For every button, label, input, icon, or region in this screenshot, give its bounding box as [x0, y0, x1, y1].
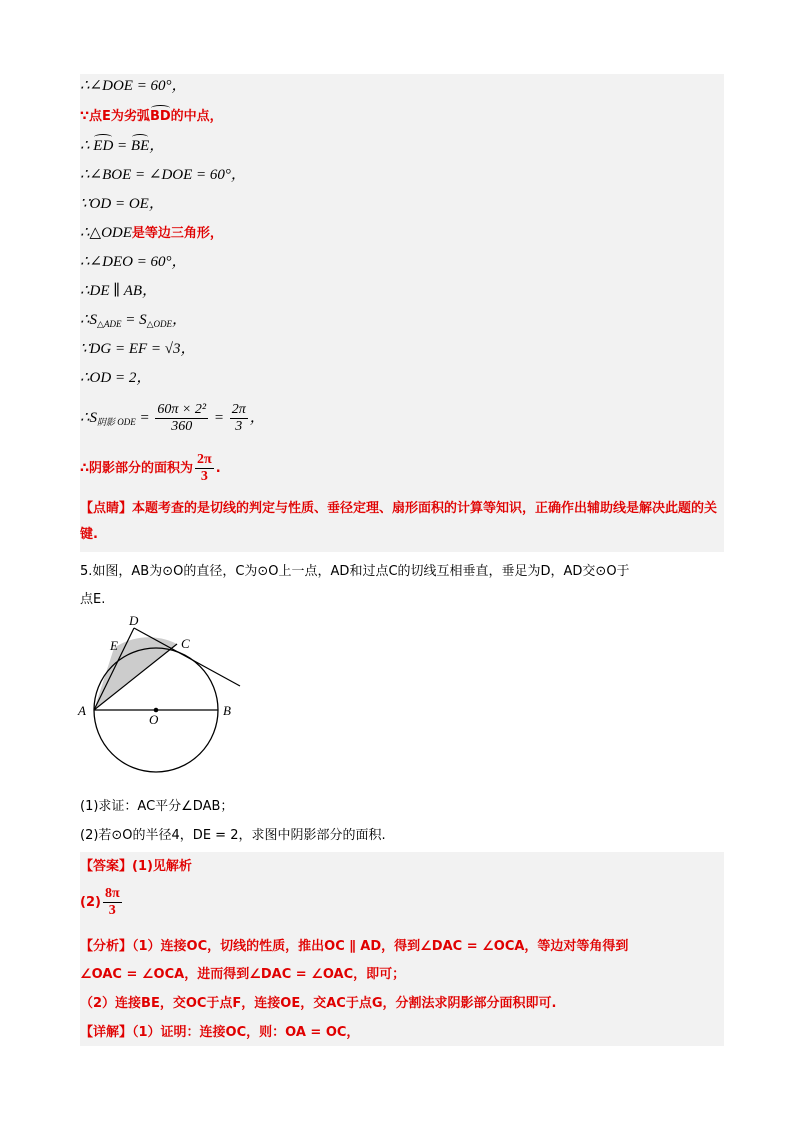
question-2: (2)若⊙O的半径4，DE = 2，求图中阴影部分的面积.	[80, 828, 386, 843]
fraction-sector: $\frac{\text{60π × 2²}}{360}$	[157, 402, 207, 435]
proof-line-1: ∴∠DOE = 60°，	[80, 78, 187, 94]
answer-1: 【答案】(1)见解析	[80, 859, 192, 874]
proof-line-10: ∵DG = EF = √3，	[80, 341, 196, 357]
proof-line-11: ∴OD = 2，	[80, 370, 152, 386]
analysis-line-1: 【分析】（1）连接OC，切线的性质，推出OC ∥ AD，得到∠DAC = ∠OCA，等边对等角得到	[80, 939, 629, 954]
arc-BD: BD	[150, 107, 171, 127]
label-O: O	[149, 712, 159, 727]
label-E: E	[110, 638, 118, 653]
answer-2: (2) $\frac{8\pi}{3}$	[80, 885, 120, 918]
fraction-final: $\frac{2\pi}{3}$	[197, 451, 212, 484]
proof-line-12: $\therefore S_{阴影 ODE}$ = $\frac{\text{60π × 2²}}{360}$ = $\frac{2\pi}{3}$ ，	[80, 402, 265, 435]
proof-line-4: ∴∠BOE = ∠DOE = 60°，	[80, 167, 246, 183]
label-C: C	[181, 636, 190, 651]
arc-BE: BE	[130, 138, 150, 154]
comment-note: 【点睛】本题考查的是切线的判定与性质、垂径定理、扇形面积的计算等知识，正确作出辅助线是解决此题的关键.	[80, 501, 718, 542]
fraction-result: $\frac{2\pi}{3}$	[231, 402, 246, 435]
proof-line-7: ∴∠DEO = 60°，	[80, 254, 187, 270]
detail-line: 【详解】（1）证明：连接OC，则：OA = OC，	[80, 1025, 360, 1040]
proof-line-9: $\therefore S_{\triangle ADE} = S_{\triangle ODE}$，	[80, 312, 188, 329]
geometry-figure	[72, 610, 252, 780]
arc-ED: ED	[93, 138, 114, 154]
question-1: (1)求证：AC平分∠DAB；	[80, 799, 234, 814]
proof-line-6: ∴△ODE是等边三角形，	[80, 225, 223, 241]
analysis-line-2: ∠OAC = ∠OCA，进而得到∠DAC = ∠OAC，即可；	[80, 967, 406, 982]
analysis-line-3: （2）连接BE，交OC于点F，连接OE，交AC于点G，分割法求阴影部分面积即可.	[80, 996, 557, 1011]
proof-line-13: ∴阴影部分的面积为 $\frac{2\pi}{3}$ .	[80, 451, 221, 484]
label-D: D	[129, 613, 139, 628]
label-B: B	[223, 703, 231, 718]
problem-stem: 5.如图，AB为⊙O的直径，C为⊙O上一点，AD和过点C的切线互相垂直，垂足为D，AD交⊙O于 点E.	[80, 564, 630, 607]
proof-line-8: ∴DE ∥ AB，	[80, 283, 158, 299]
proof-line-5: ∵OD = OE，	[80, 196, 164, 212]
proof-line-3: ∴ ED = BE，	[80, 138, 165, 154]
label-A: A	[78, 703, 86, 718]
answer-fraction: $\frac{8\pi}{3}$	[104, 885, 120, 918]
proof-line-2: ∵点E为劣弧BD的中点，	[80, 106, 223, 127]
